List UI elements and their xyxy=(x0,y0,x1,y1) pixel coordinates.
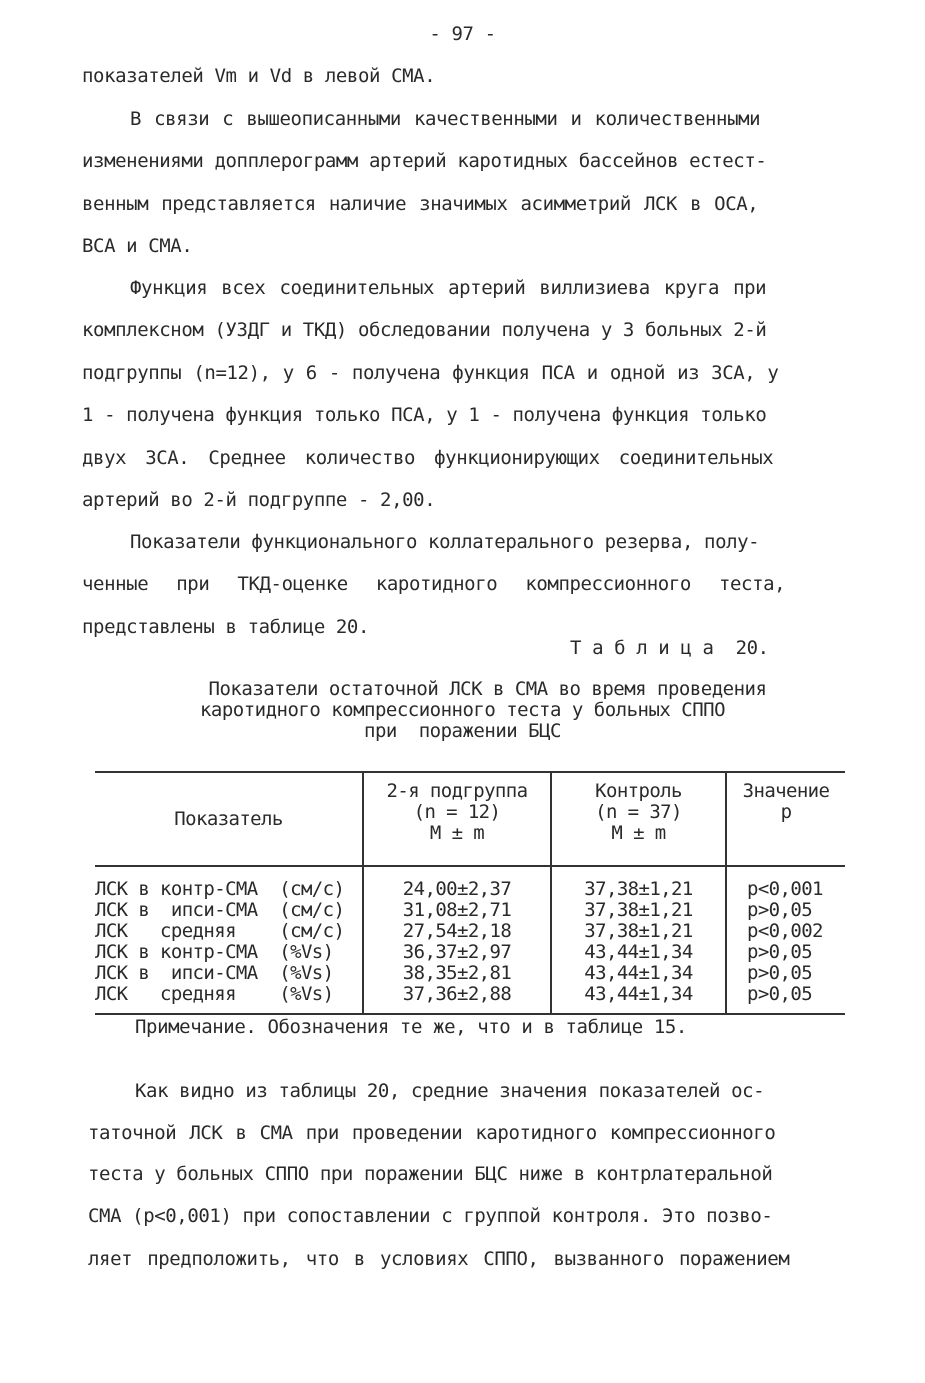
text-line: 1 - получена функция только ПСА, у 1 - получена функция только xyxy=(82,404,767,426)
row-control-value: 37,38±1,21 xyxy=(551,900,726,921)
row-p-value: p>0,05 xyxy=(747,962,813,984)
text-line: В связи с вышеописанными качественными и количественными xyxy=(130,108,761,130)
text-line: ВСА и СМА. xyxy=(82,235,193,257)
table-row xyxy=(95,942,845,963)
table-row xyxy=(95,984,845,1014)
text-line: изменениями допплерограмм артерий каротидных бассейнов естест- xyxy=(82,150,767,172)
text-line: теста у больных СППО при поражении БЦС ниже в контрлатеральной xyxy=(88,1163,773,1185)
row-subgroup-value: 31,08±2,71 xyxy=(363,900,551,921)
row-p-value: p<0,001 xyxy=(747,878,823,900)
row-label: ЛСК в ипси-СМА (%Vs) xyxy=(95,963,363,984)
row-label: ЛСК в ипси-СМА (см/с) xyxy=(95,900,363,921)
row-control-value: 43,44±1,34 xyxy=(551,963,726,984)
row-p-value: p>0,05 xyxy=(747,899,813,921)
table-note: Примечание. Обозначения те же, что и в таблице 15. xyxy=(135,1016,687,1038)
table-label: Т а б л и ц а 20. xyxy=(570,637,769,659)
row-p-value: p>0,05 xyxy=(747,983,813,1005)
row-label: ЛСК средняя (см/с) xyxy=(95,921,363,942)
text-line: показателей Vm и Vd в левой СМА. xyxy=(82,65,436,87)
text-line: артерий во 2-й подгруппе - 2,00. xyxy=(82,489,436,511)
row-subgroup-value: 36,37±2,97 xyxy=(363,942,551,963)
table-caption-line: Показатели остаточной ЛСК в СМА во время проведения xyxy=(208,678,767,700)
row-subgroup-value: 27,54±2,18 xyxy=(363,921,551,942)
row-control-value: 43,44±1,34 xyxy=(551,984,726,1014)
row-p-value: p<0,002 xyxy=(747,920,823,942)
row-p-value: p>0,05 xyxy=(747,941,813,963)
text-line: двух ЗСА. Среднее количество функционирующих соединительных xyxy=(82,447,774,469)
data-table xyxy=(95,771,845,1015)
table-row xyxy=(95,921,845,942)
text-line: подгруппы (n=12), у 6 - получена функция ПСА и одной из ЗСА, у xyxy=(82,362,779,384)
row-control-value: 37,38±1,21 xyxy=(551,866,726,900)
table-caption-line: при поражении БЦС xyxy=(364,720,561,742)
table-row xyxy=(95,866,845,900)
row-label: ЛСК в контр-СМА (%Vs) xyxy=(95,942,363,963)
row-subgroup-value: 37,36±2,88 xyxy=(363,984,551,1014)
text-line: таточной ЛСК в СМА при проведении каротидного компрессионного xyxy=(88,1122,776,1144)
text-line: СМА (p<0,001) при сопоставлении с группой контроля. Это позво- xyxy=(88,1205,773,1227)
row-label: ЛСК в контр-СМА (см/с) xyxy=(95,866,363,900)
text-line: представлены в таблице 20. xyxy=(82,616,370,638)
table-header-row xyxy=(95,772,845,866)
row-control-value: 37,38±1,21 xyxy=(551,921,726,942)
row-subgroup-value: 24,00±2,37 xyxy=(363,866,551,900)
text-line: ляет предположить, что в условиях СППО, вызванного поражением xyxy=(88,1248,790,1270)
table-row xyxy=(95,900,845,921)
table-row xyxy=(95,963,845,984)
header-subgroup: 2-я подгруппа (n = 12) M ± m xyxy=(363,772,551,866)
table-caption-line: каротидного компрессионного теста у больных СППО xyxy=(199,699,726,721)
page-number: - 97 - xyxy=(429,23,496,45)
text-line: ченные при ТКД-оценке каротидного компрессионного теста, xyxy=(82,573,786,595)
text-line: комплексном (УЗДГ и ТКД) обследовании получена у 3 больных 2-й xyxy=(82,319,767,341)
text-line: венным представляется наличие значимых асимметрий ЛСК в ОСА, xyxy=(82,193,759,215)
row-subgroup-value: 38,35±2,81 xyxy=(363,963,551,984)
header-control: Контроль (n = 37) M ± m xyxy=(551,772,726,866)
header-indicator: Показатель xyxy=(95,772,363,866)
text-line: Функция всех соединительных артерий виллизиева круга при xyxy=(130,277,767,299)
text-line: Как видно из таблицы 20, средние значения показателей ос- xyxy=(135,1080,765,1102)
text-line: Показатели функционального коллатерального резерва, полу- xyxy=(130,531,760,553)
row-label: ЛСК средняя (%Vs) xyxy=(95,984,363,1014)
row-control-value: 43,44±1,34 xyxy=(551,942,726,963)
header-p-value: Значение p xyxy=(726,772,845,866)
